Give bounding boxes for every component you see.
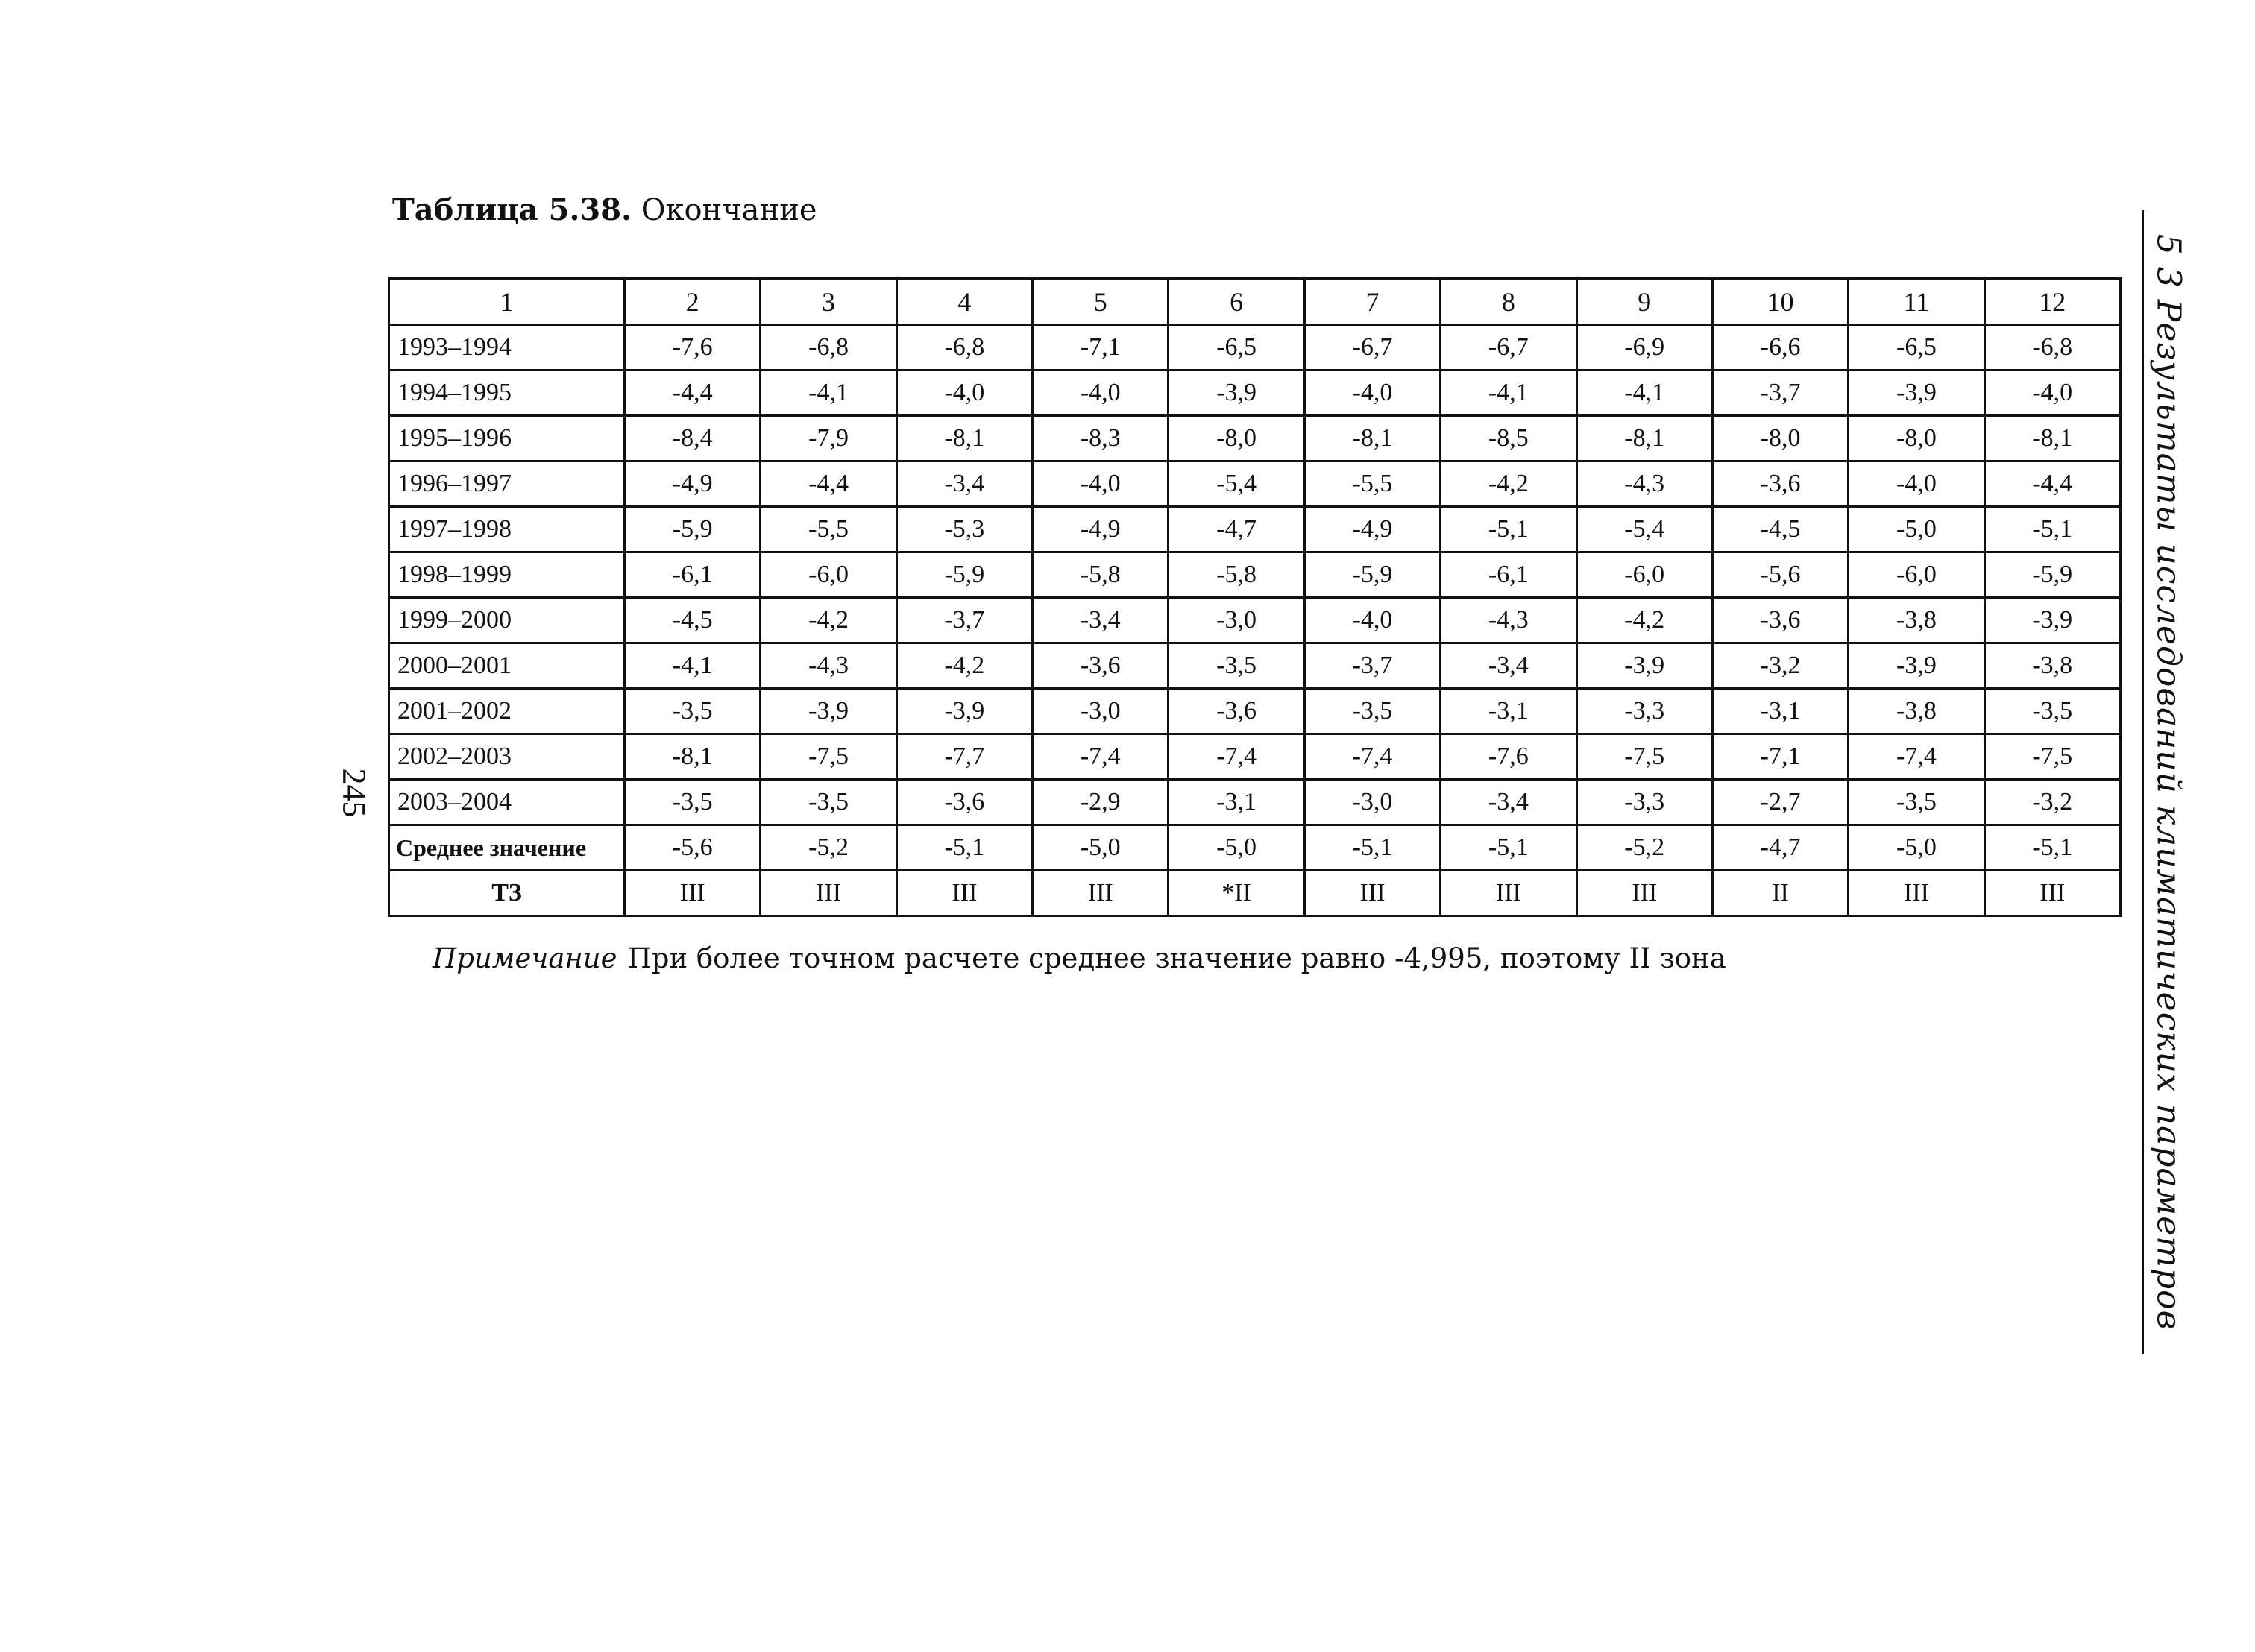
table-cell: -8,1 [896, 416, 1032, 461]
table-cell: -3,9 [896, 689, 1032, 734]
table-row [389, 325, 2121, 371]
table-cell: -3,8 [1984, 643, 2120, 689]
table-cell: -4,0 [1033, 371, 1169, 416]
table-cell: -7,5 [761, 734, 896, 780]
column-header: 8 [1441, 279, 1576, 325]
table-cell: -7,5 [1576, 734, 1712, 780]
row-label: 2003–2004 [389, 780, 625, 825]
column-header: 12 [1984, 279, 2120, 325]
table-cell: -8,0 [1169, 416, 1304, 461]
table-cell: II [1712, 871, 1848, 916]
table-cell: -7,1 [1033, 325, 1169, 371]
running-head-text: 5 3 Результаты исследований климатических параметров [2149, 233, 2188, 1331]
table-cell: -6,8 [761, 325, 896, 371]
table-cell: -3,1 [1441, 689, 1576, 734]
table-cell: III [1033, 871, 1169, 916]
table-cell: -7,6 [625, 325, 761, 371]
table-cell: -4,3 [1576, 461, 1712, 507]
table-cell: -7,4 [1033, 734, 1169, 780]
table-cell: -5,2 [1576, 825, 1712, 871]
table-cell: -4,5 [1712, 507, 1848, 552]
table-cell: -5,8 [1033, 552, 1169, 598]
table-cell: -3,0 [1169, 598, 1304, 643]
table-cell: -8,1 [625, 734, 761, 780]
table-cell: III [1304, 871, 1440, 916]
table-cell: -6,8 [1984, 325, 2120, 371]
row-label: 2002–2003 [389, 734, 625, 780]
table-cell: -4,0 [896, 371, 1032, 416]
table-cell: -6,1 [1441, 552, 1576, 598]
table-cell: III [1576, 871, 1712, 916]
table-cell: -8,5 [1441, 416, 1576, 461]
column-header: 9 [1576, 279, 1712, 325]
table-cell: -7,1 [1712, 734, 1848, 780]
table-cell: -4,0 [1033, 461, 1169, 507]
table-cell: -4,1 [761, 371, 896, 416]
table-cell: -3,5 [1304, 689, 1440, 734]
table-row [389, 780, 2121, 825]
table-row [389, 689, 2121, 734]
table-cell: -3,2 [1984, 780, 2120, 825]
table-cell: -7,4 [1304, 734, 1440, 780]
table-cell: III [1441, 871, 1576, 916]
table-cell: -8,3 [1033, 416, 1169, 461]
column-header: 7 [1304, 279, 1440, 325]
table-cell: -3,5 [625, 689, 761, 734]
column-header: 1 [389, 279, 625, 325]
table-cell: -3,6 [1712, 461, 1848, 507]
climate-data-table [388, 277, 2122, 917]
table-cell: -6,0 [1576, 552, 1712, 598]
table-cell: -5,1 [1984, 507, 2120, 552]
table-cell: -3,4 [1033, 598, 1169, 643]
row-label: 2000–2001 [389, 643, 625, 689]
table-cell: -5,4 [1169, 461, 1304, 507]
table-cell: -4,3 [761, 643, 896, 689]
table-cell: -8,4 [625, 416, 761, 461]
column-header: 10 [1712, 279, 1848, 325]
table-cell: -6,5 [1849, 325, 1984, 371]
table-row [389, 507, 2121, 552]
note-text: При более точном расчете среднее значение равно -4,995, поэтому II зона [627, 942, 1726, 974]
table-cell: -2,9 [1033, 780, 1169, 825]
table-cell: -5,2 [761, 825, 896, 871]
table-cell: -3,7 [896, 598, 1032, 643]
row-label: 1996–1997 [389, 461, 625, 507]
table-cell: -6,0 [1849, 552, 1984, 598]
table-cell: -5,0 [1033, 825, 1169, 871]
table-cell: -3,5 [1169, 643, 1304, 689]
table-cell: -5,9 [625, 507, 761, 552]
table-cell: -3,4 [896, 461, 1032, 507]
table-cell: -5,4 [1576, 507, 1712, 552]
table-cell: -8,1 [1576, 416, 1712, 461]
row-label: 2001–2002 [389, 689, 625, 734]
table-cell: -6,1 [625, 552, 761, 598]
table-caption-suffix: Окончание [631, 193, 817, 227]
margin-rule [2142, 210, 2144, 1354]
table-cell: -3,1 [1712, 689, 1848, 734]
table-cell: -3,0 [1033, 689, 1169, 734]
table-row [389, 461, 2121, 507]
column-header: 3 [761, 279, 896, 325]
table-body [389, 325, 2121, 916]
table-cell: III [625, 871, 761, 916]
table-cell: -3,3 [1576, 689, 1712, 734]
table-cell: -3,0 [1304, 780, 1440, 825]
table-row [389, 643, 2121, 689]
table-cell: -8,0 [1712, 416, 1848, 461]
table-cell: -4,1 [1441, 371, 1576, 416]
column-header: 2 [625, 279, 761, 325]
table-row [389, 598, 2121, 643]
table-row [389, 734, 2121, 780]
row-label: 1994–1995 [389, 371, 625, 416]
table-cell: -4,5 [625, 598, 761, 643]
table-cell: -6,7 [1441, 325, 1576, 371]
table-cell: -3,6 [1712, 598, 1848, 643]
table-cell: -7,9 [761, 416, 896, 461]
table-cell: -8,1 [1304, 416, 1440, 461]
table-cell: III [1849, 871, 1984, 916]
note-label: Примечание [433, 942, 617, 974]
table-cell: -4,2 [1576, 598, 1712, 643]
row-label: 1999–2000 [389, 598, 625, 643]
column-header: 4 [896, 279, 1032, 325]
column-header: 5 [1033, 279, 1169, 325]
table-cell: -4,0 [1304, 598, 1440, 643]
table-cell: -5,1 [1984, 825, 2120, 871]
table-cell: -5,8 [1169, 552, 1304, 598]
table-cell: -7,7 [896, 734, 1032, 780]
table-cell: -4,3 [1441, 598, 1576, 643]
table-cell: -3,9 [1169, 371, 1304, 416]
table-cell: -3,9 [1849, 643, 1984, 689]
table-cell: -5,6 [1712, 552, 1848, 598]
table-cell: -5,0 [1849, 507, 1984, 552]
table-cell: -6,7 [1304, 325, 1440, 371]
table-cell: -5,5 [761, 507, 896, 552]
table-note [433, 942, 1726, 974]
table-cell: -3,4 [1441, 780, 1576, 825]
table-cell: -4,4 [625, 371, 761, 416]
table-cell: -5,9 [896, 552, 1032, 598]
table-cell: -3,9 [761, 689, 896, 734]
column-header: 11 [1849, 279, 1984, 325]
table-cell: -3,2 [1712, 643, 1848, 689]
mean-row [389, 825, 2121, 871]
table-cell: -4,4 [1984, 461, 2120, 507]
table-cell: -5,9 [1304, 552, 1440, 598]
row-label: Среднее значение [389, 825, 625, 871]
table-cell: -3,6 [896, 780, 1032, 825]
table-cell: -4,9 [625, 461, 761, 507]
table-cell: -7,6 [1441, 734, 1576, 780]
table-header-row [389, 279, 2121, 325]
table-row [389, 371, 2121, 416]
row-label: 1997–1998 [389, 507, 625, 552]
table-cell: -5,6 [625, 825, 761, 871]
table-cell: -5,1 [1441, 825, 1576, 871]
table-cell: -2,7 [1712, 780, 1848, 825]
table-cell: -3,1 [1169, 780, 1304, 825]
table-cell: -3,7 [1304, 643, 1440, 689]
table-cell: -8,1 [1984, 416, 2120, 461]
table-cell: -3,4 [1441, 643, 1576, 689]
table-cell: -6,5 [1169, 325, 1304, 371]
table-row [389, 416, 2121, 461]
table-cell: -7,4 [1849, 734, 1984, 780]
page-number: 245 [336, 768, 373, 818]
table-cell: -3,7 [1712, 371, 1848, 416]
table-cell: -4,0 [1304, 371, 1440, 416]
table-cell: -6,6 [1712, 325, 1848, 371]
table-cell: -5,0 [1849, 825, 1984, 871]
table-cell: -3,5 [625, 780, 761, 825]
table-cell: -3,6 [1169, 689, 1304, 734]
table-cell: -4,7 [1169, 507, 1304, 552]
table-cell: -5,9 [1984, 552, 2120, 598]
table-row [389, 552, 2121, 598]
table-cell: -8,0 [1849, 416, 1984, 461]
table-cell: -5,1 [1304, 825, 1440, 871]
table-cell: -4,0 [1984, 371, 2120, 416]
table-cell: -3,5 [761, 780, 896, 825]
table-cell: -4,0 [1849, 461, 1984, 507]
table-cell: -3,5 [1849, 780, 1984, 825]
table-cell: -4,1 [625, 643, 761, 689]
table-cell: -5,5 [1304, 461, 1440, 507]
table-cell: -4,2 [1441, 461, 1576, 507]
table-cell: III [1984, 871, 2120, 916]
column-header: 6 [1169, 279, 1304, 325]
table-cell: -4,1 [1576, 371, 1712, 416]
table-cell: -3,9 [1849, 371, 1984, 416]
table-cell: -5,1 [896, 825, 1032, 871]
table-cell: -3,5 [1984, 689, 2120, 734]
table-cell: -4,2 [761, 598, 896, 643]
row-label: 1998–1999 [389, 552, 625, 598]
table-cell: -6,0 [761, 552, 896, 598]
table-cell: III [896, 871, 1032, 916]
table-cell: -6,8 [896, 325, 1032, 371]
table-cell: -4,7 [1712, 825, 1848, 871]
table-cell: -5,1 [1441, 507, 1576, 552]
table-cell: -7,4 [1169, 734, 1304, 780]
table-cell: -6,9 [1576, 325, 1712, 371]
table-cell: -3,8 [1849, 689, 1984, 734]
table-cell: -3,8 [1849, 598, 1984, 643]
table-cell: -3,9 [1576, 643, 1712, 689]
table-cell: -4,2 [896, 643, 1032, 689]
table-caption-number: Таблица 5.38. [392, 192, 632, 227]
row-label: 1995–1996 [389, 416, 625, 461]
row-label: ТЗ [389, 871, 625, 916]
table-cell: *II [1169, 871, 1304, 916]
table-cell: -5,0 [1169, 825, 1304, 871]
table-cell: -4,9 [1033, 507, 1169, 552]
table-cell: -3,6 [1033, 643, 1169, 689]
zone-row [389, 871, 2121, 916]
table-cell: -5,3 [896, 507, 1032, 552]
table-cell: -3,3 [1576, 780, 1712, 825]
row-label: 1993–1994 [389, 325, 625, 371]
table-cell: -7,5 [1984, 734, 2120, 780]
table-caption [392, 192, 817, 227]
table-cell: -3,9 [1984, 598, 2120, 643]
table-cell: III [761, 871, 896, 916]
table-cell: -4,9 [1304, 507, 1440, 552]
table-cell: -4,4 [761, 461, 896, 507]
